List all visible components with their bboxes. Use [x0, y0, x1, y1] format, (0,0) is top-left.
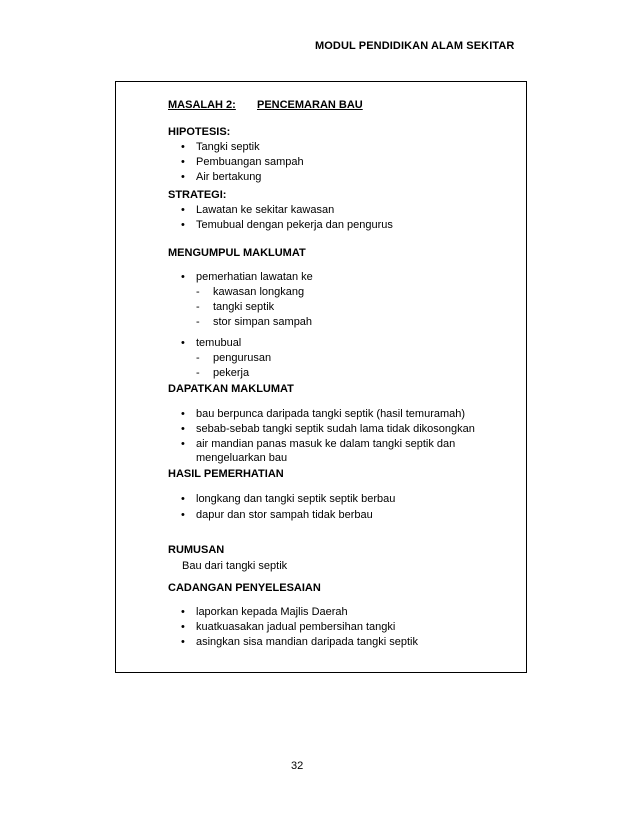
dapatkan-item: • bau berpunca daripada tangki septik (hasil temuramah) [196, 407, 465, 421]
mengumpul-subitem: - tangki septik [196, 301, 275, 313]
hipotesis-heading: HIPOTESIS: [168, 126, 231, 138]
cadangan-item: • kuatkuasakan jadual pembersihan tangki [196, 620, 395, 634]
cadangan-heading: CADANGAN PENYELESAIAN [168, 582, 321, 594]
mengumpul-subitem: - stor simpan sampah [196, 316, 313, 328]
cadangan-item: • laporkan kepada Majlis Daerah [196, 605, 348, 619]
cadangan-item: • asingkan sisa mandian daripada tangki septik [196, 635, 418, 649]
hipotesis-item: • Pembuangan sampah [196, 155, 304, 169]
hasil-item: • longkang dan tangki septik septik berbau [196, 492, 395, 506]
hasil-heading: HASIL PEMERHATIAN [168, 468, 284, 480]
mengumpul-subitem: - pekerja [196, 367, 250, 379]
mengumpul-subitem: - kawasan longkang [196, 286, 305, 298]
strategi-heading: STRATEGI: [168, 189, 227, 201]
page-number: 32 [291, 760, 304, 772]
page-header: MODUL PENDIDIKAN ALAM SEKITAR [315, 40, 515, 52]
dapatkan-item: • air mandian panas masuk ke dalam tangki septik dan [196, 437, 455, 451]
rumusan-text: Bau dari tangki septik [182, 560, 288, 572]
hipotesis-item: • Tangki septik [196, 140, 260, 154]
hasil-item: • dapur dan stor sampah tidak berbau [196, 508, 373, 522]
strategi-item: • Lawatan ke sekitar kawasan [196, 203, 334, 217]
masalah-title: PENCEMARAN BAU [257, 99, 363, 111]
mengumpul-item: • pemerhatian lawatan ke [196, 270, 313, 284]
masalah-label: MASALAH 2: [168, 99, 236, 111]
dapatkan-item: • sebab-sebab tangki septik sudah lama tidak dikosongkan [196, 422, 475, 436]
dapatkan-item-continuation: mengeluarkan bau [196, 452, 288, 464]
mengumpul-subitem: - pengurusan [196, 352, 272, 364]
dapatkan-heading: DAPATKAN MAKLUMAT [168, 383, 294, 395]
strategi-item: • Temubual dengan pekerja dan pengurus [196, 218, 393, 232]
hipotesis-item: • Air bertakung [196, 170, 261, 184]
rumusan-heading: RUMUSAN [168, 544, 225, 556]
mengumpul-heading: MENGUMPUL MAKLUMAT [168, 247, 306, 259]
mengumpul-item: • temubual [196, 336, 241, 350]
